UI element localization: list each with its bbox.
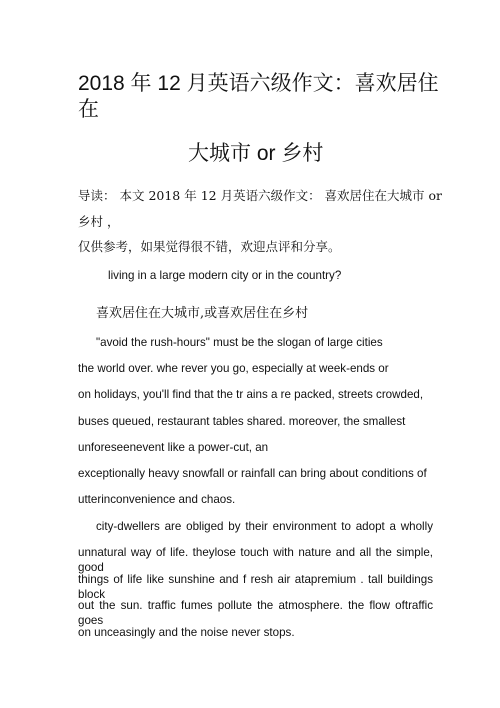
title-line-2: 在 — [78, 98, 99, 121]
paragraph-2-line-1: city-dwellers are obliged by their environment to adopt a wholly — [96, 520, 433, 533]
paragraph-2-line-4: out the sun. traffic fumes pollute the atmosphere. the flow oftraffic goes — [78, 599, 433, 627]
intro-line-3: 仅供参考，如果觉得很不错，欢迎点评和分享。 — [78, 239, 341, 254]
paragraph-2-line-3: things of life like sunshine and f resh air atapremium . tall buildings block — [78, 573, 433, 601]
paragraph-1-line-3: on holidays, you'll find that the tr ains a re packed, streets crowded, — [78, 388, 424, 401]
paragraph-1-line-4: buses queued, restaurant tables shared. moreover, the smallest — [78, 415, 406, 428]
paragraph-2-line-2: unnatural way of life. theylose touch with nature and all the simple, good — [78, 546, 433, 574]
paragraph-1-line-1: "avoid the rush-hours" must be the slogan of large cities — [96, 336, 383, 349]
paragraph-1-line-6: exceptionally heavy snowfall or rainfall can bring about conditions of — [78, 467, 427, 480]
essay-prompt: living in a large modern city or in the country? — [108, 269, 342, 282]
intro-line-1: 导读： 本文 2018 年 12 月英语六级作文： 喜欢居住在大城市 or — [78, 188, 443, 203]
intro-line-2: 乡村 ， — [78, 214, 120, 229]
title-line-1: 2018 年 12 月英语六级作文：喜欢居住 — [78, 72, 439, 95]
title-line-3: 大城市 or 乡村 — [188, 142, 324, 165]
paragraph-1-line-2: the world over. whe rever you go, especially at week-ends or — [78, 362, 389, 375]
paragraph-1-line-7: utterinconvenience and chaos. — [78, 493, 236, 506]
essay-subtitle: 喜欢居住在大城市,或喜欢居住在乡村 — [96, 306, 309, 321]
paragraph-2-line-5: on unceasingly and the noise never stops. — [78, 626, 295, 639]
paragraph-1-line-5: unforeseenevent like a power-cut, an — [78, 441, 269, 454]
